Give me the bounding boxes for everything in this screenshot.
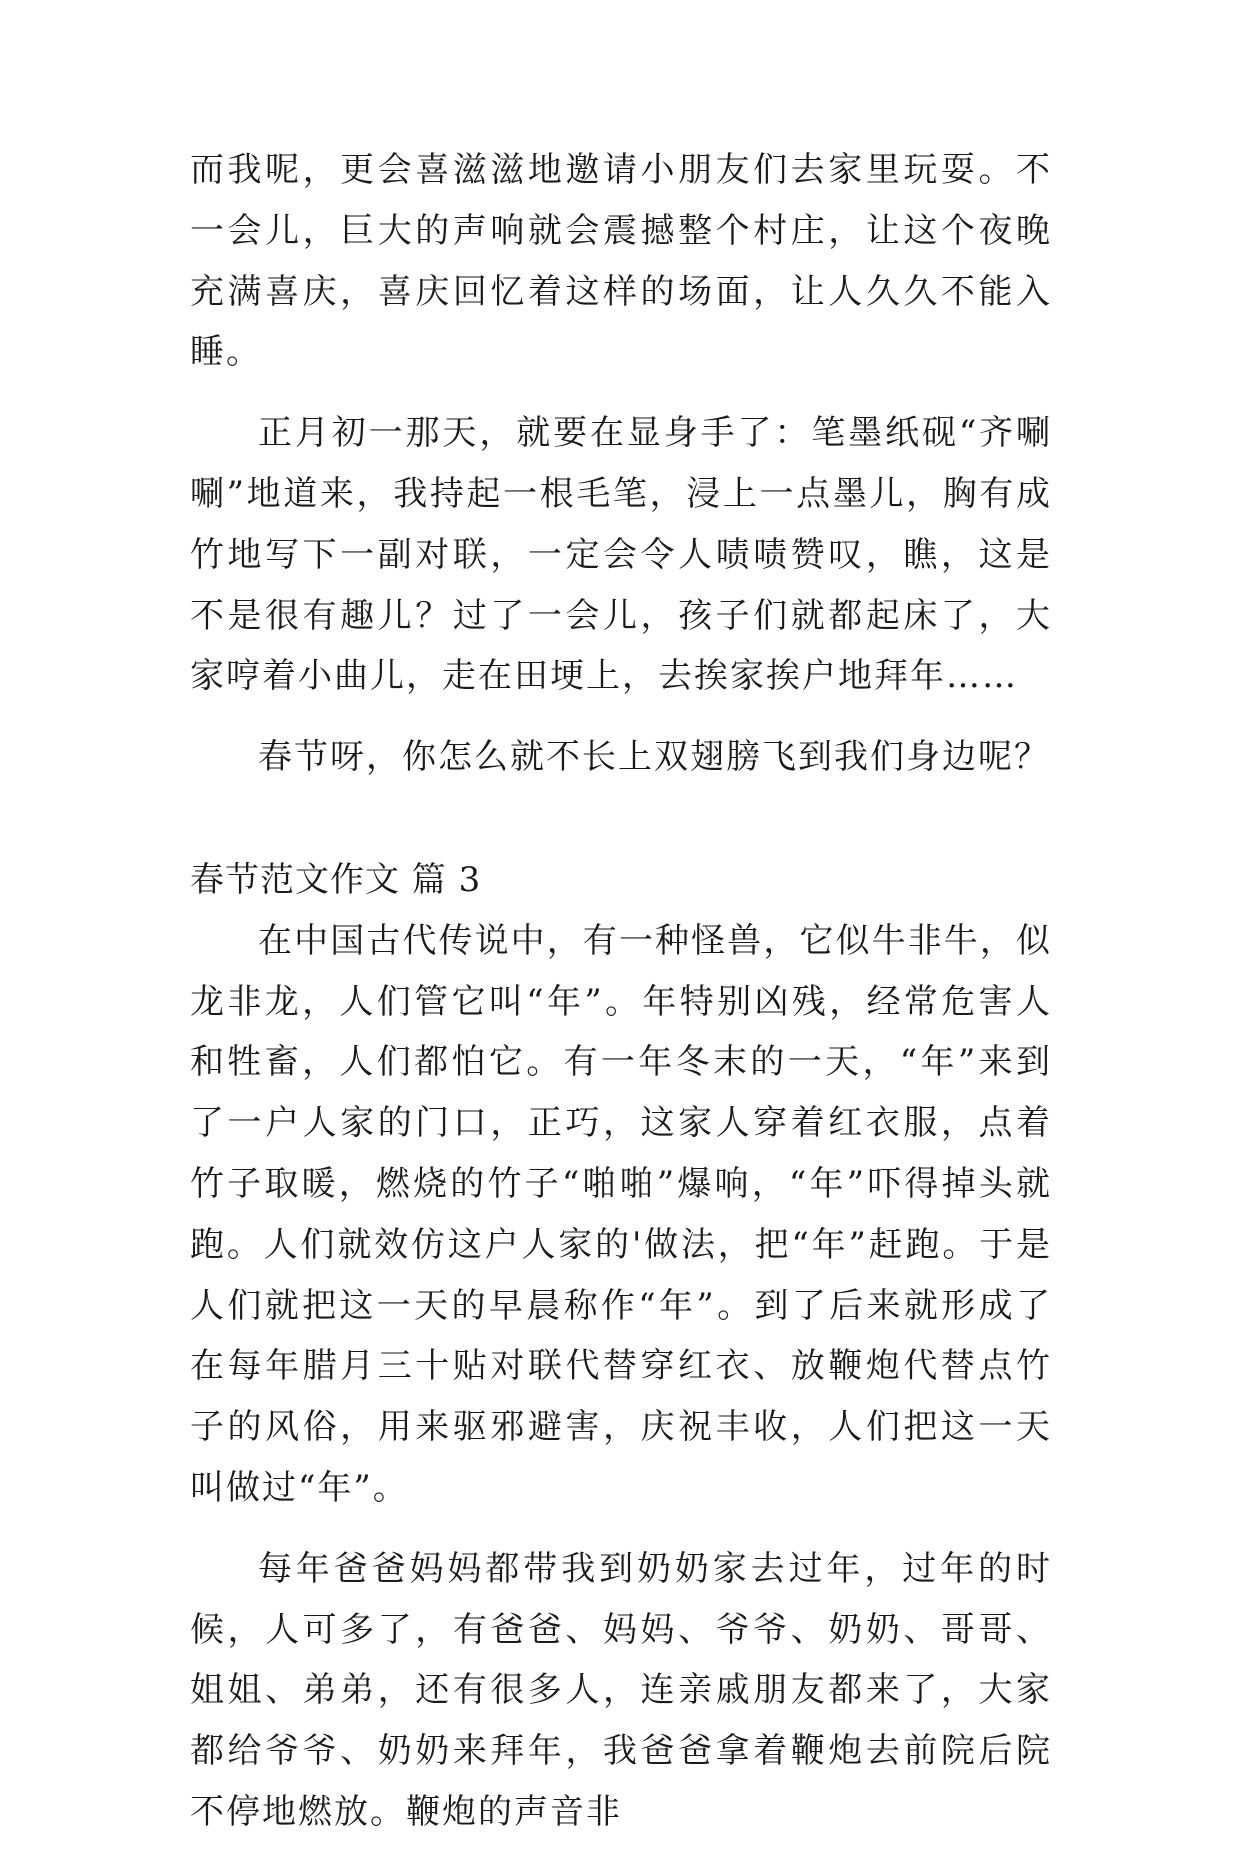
paragraph-legend: 在中国古代传说中，有一种怪兽，它似牛非牛，似龙非龙，人们管它叫“年”。年特别凶残，经常危害人和牲畜，人们都怕它。有一年冬末的一天，“年”来到了一户人家的门口，正巧，这家人穿着红衣服，点着竹子取暖，燃烧的竹子“啪啪”爆响，“年”吓得掉头就跑。人们就效仿这户人家的'做法，把“年”赶跑。于是人们就把这一天的早晨称作“年”。到了后来就形成了在每年腊月三十贴对联代替穿红衣、放鞭炮代替点竹子的风俗，用来驱邪避害，庆祝丰收，人们把这一天叫做过“年”。: [190, 920, 1052, 1508]
paragraph-new-year-day: 正月初一那天，就要在显身手了：笔墨纸砚“齐唰唰”地道来，我持起一根毛笔，浸上一点墨儿，胸有成竹地写下一副对联，一定会令人啧啧赞叹，瞧，这是不是很有趣儿？过了一会儿，孩子们就都起床了，大家哼着小曲儿，走在田埂上，去挨家挨户地拜年……: [190, 413, 1052, 697]
paragraph-grandma-house: 每年爸爸妈妈都带我到奶奶家去过年，过年的时候，人可多了，有爸爸、妈妈、爷爷、奶奶、哥哥、姐姐、弟弟，还有很多人，连亲戚朋友都来了，大家都给爷爷、奶奶来拜年，我爸爸拿着鞭炮去前院后院不停地燃放。鞭炮的声音非: [190, 1548, 1052, 1832]
section-title: 春节范文作文 篇 3: [190, 859, 482, 900]
paragraph-continuation: 而我呢，更会喜滋滋地邀请小朋友们去家里玩耍。不一会儿，巨大的声响就会震撼整个村庄，让这个夜晚充满喜庆，喜庆回忆着这样的场面，让人久久不能入睡。: [190, 150, 1052, 373]
section-gap: [190, 808, 1052, 850]
paragraph-spring-festival-wish: 春节呀，你怎么就不长上双翅膀飞到我们身边呢？: [258, 737, 1050, 778]
document-body: [190, 140, 1052, 1863]
